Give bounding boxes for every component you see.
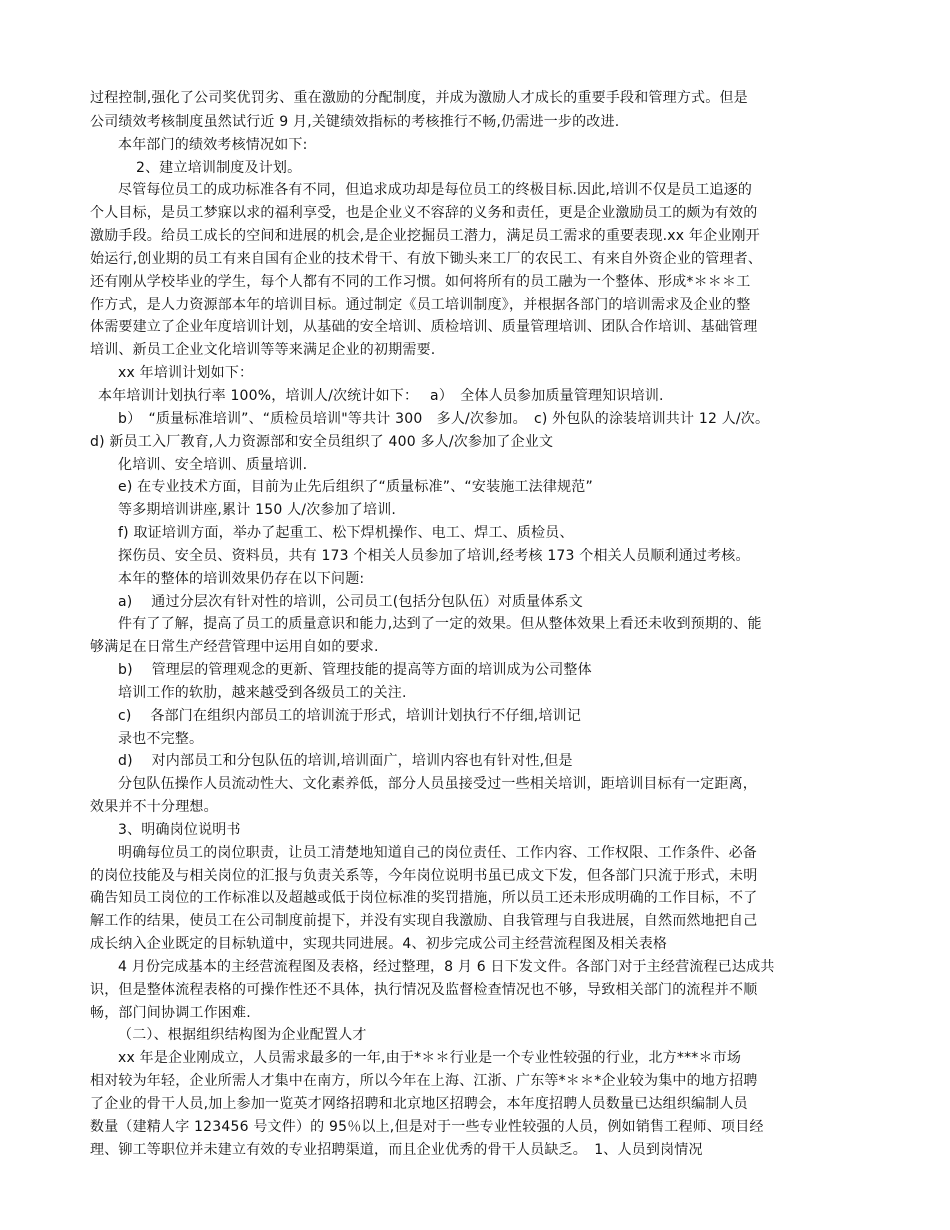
text-line: a) 通过分层次有针对性的培训，公司员工(包括分包队伍）对质量体系文 [118, 594, 583, 610]
text-line: 公司绩效考核制度虽然试行近 9 月,关键绩效指标的考核推行不畅,仍需进一步的改进. [90, 114, 620, 130]
text-line: 够满足在日常生产经营管理中运用自如的要求. [90, 639, 379, 655]
text-line: 4 月份完成基本的主经营流程图及表格，经过整理，8 月 6 日下发文件。各部门对于主经营流程已达成共 [118, 959, 775, 975]
text-line: 本年培训计划执行率 100%，培训人/次统计如下： a） 全体人员参加质量管理知识培训. [98, 388, 664, 404]
section-heading: 3、明确岗位说明书 [118, 822, 241, 838]
text-line: 分包队伍操作人员流动性大、文化素养低，部分人员虽接受过一些相关培训，距培训目标有一定距离， [118, 776, 757, 792]
text-line: e) 在专业技术方面，目前为止先后组织了“质量标准”、“安装施工法律规范” [118, 479, 593, 495]
text-line: 始运行,创业期的员工有来自国有企业的技术骨干、有放下锄头来工厂的农民工、有来自外资企业的管理者、 [90, 251, 763, 267]
text-line: 件有了了解，提高了员工的质量意识和能力,达到了一定的效果。但从整体效果上看还未收到预期的、能 [118, 616, 762, 632]
text-line: 解工作的结果，使员工在公司制度前提下，并没有实现自我激励、自我管理与自我进展，自然而然地把自己 [90, 913, 758, 929]
text-line: f) 取证培训方面，举办了起重工、松下焊机操作、电工、焊工、质检员、 [118, 525, 574, 541]
text-line: 体需要建立了企业年度培训计划，从基础的安全培训、质检培训、质量管理培训、团队合作培训、基础管理 [90, 319, 758, 335]
text-line: 尽管每位员工的成功标准各有不同，但追求成功却是每位员工的终极目标.因此,培训不仅是员工追逐的 [118, 182, 753, 198]
text-line: d) 对内部员工和分包队伍的培训,培训面广，培训内容也有针对性,但是 [118, 753, 573, 769]
section-heading: 2、建立培训制度及计划。 [136, 160, 302, 176]
text-line: 成长纳入企业既定的目标轨道中，实现共同进展。4、初步完成公司主经营流程图及相关表格 [90, 936, 668, 952]
text-line: 还有刚从学校毕业的学生，每个人都有不同的工作习惯。如何将所有的员工融为一个整体、形成*＊＊＊工 [90, 274, 751, 290]
text-line: 了企业的骨干人员,加上参加一览英才网络招聘和北京地区招聘会，本年度招聘人员数量已达组织编制人员 [90, 1096, 748, 1112]
text-line: 识，但是整体流程表格的可操作性还不具体，执行情况及监督检查情况也不够，导致相关部门的流程并不顺 [90, 982, 758, 998]
text-line: d) 新员工入厂教育,人力资源部和安全员组织了 400 多人/次参加了企业文 [90, 434, 554, 450]
text-line: 等多期培训讲座,累计 150 人/次参加了培训. [118, 502, 397, 518]
text-line: 确告知员工岗位的工作标准以及超越或低于岗位标准的奖罚措施，所以员工还未形成明确的工作目标，不了 [90, 890, 758, 906]
text-line: 过程控制,强化了公司奖优罚劣、重在激励的分配制度，并成为激励人才成长的重要手段和管理方式。但是 [90, 90, 748, 106]
text-line: 明确每位员工的岗位职责，让员工清楚地知道自己的岗位责任、工作内容、工作权限、工作条件、必备 [118, 845, 757, 861]
text-line: 本年部门的绩效考核情况如下: [118, 137, 308, 153]
text-line: b） “质量标准培训”、“质检员培训"等共计 300 多人/次参加。 c) 外包队的涂装培训共计 12 人/次。 [118, 411, 770, 427]
text-line: 相对较为年轻，企业所需人才集中在南方，所以今年在上海、江浙、广东等*＊＊*企业较为集中的地方招聘 [90, 1073, 758, 1089]
text-line: 理、铆工等职位并未建立有效的专业招聘渠道，而且企业优秀的骨干人员缺乏。 1、人员到岗情况 [90, 1142, 703, 1158]
text-line: 个人目标，是员工梦寐以求的福利享受，也是企业义不容辞的义务和责任，更是企业激励员工的颇为有效的 [90, 205, 758, 221]
text-line: 本年的整体的培训效果仍存在以下问题: [118, 571, 365, 587]
text-line: 效果并不十分理想。 [90, 799, 218, 815]
text-line: 作方式，是人力资源部本年的培训目标。通过制定《员工培训制度》，并根据各部门的培训需求及企业的整 [90, 297, 751, 313]
text-line: 激励手段。给员工成长的空间和进展的机会,是企业挖掘员工潜力，满足员工需求的重要表现.xx 年企业刚开 [90, 228, 760, 244]
text-line: xx 年是企业刚成立，人员需求最多的一年,由于*＊＊行业是一个专业性较强的行业，北方***＊市场 [118, 1050, 742, 1066]
text-line: 畅，部门间协调工作困难. [90, 1005, 251, 1021]
section-heading: （二）、根据组织结构图为企业配置人才 [118, 1027, 367, 1043]
text-line: 培训工作的软肋，越来越受到各级员工的关注. [118, 685, 407, 701]
text-line: 探伤员、安全员、资料员，共有 173 个相关人员参加了培训,经考核 173 个相关人员顺利通过考核。 [118, 548, 750, 564]
text-line: xx 年培训计划如下： [118, 365, 254, 381]
text-line: b) 管理层的管理观念的更新、管理技能的提高等方面的培训成为公司整体 [118, 662, 592, 678]
text-line: 录也不完整。 [118, 731, 204, 747]
text-line: 化培训、安全培训、质量培训. [118, 457, 308, 473]
text-line: 数量（建精人字 123456 号文件）的 95％以上,但是对于一些专业性较强的人员，例如销售工程师、项目经 [90, 1119, 764, 1135]
text-line: 的岗位技能及与相关岗位的汇报与负责关系等，今年岗位说明书虽已成文下发，但各部门只流于形式，未明 [90, 868, 758, 884]
text-line: 培训、新员工企业文化培训等等来满足企业的初期需要. [90, 342, 436, 358]
text-line: c) 各部门在组织内部员工的培训流于形式，培训计划执行不仔细,培训记 [118, 708, 582, 724]
